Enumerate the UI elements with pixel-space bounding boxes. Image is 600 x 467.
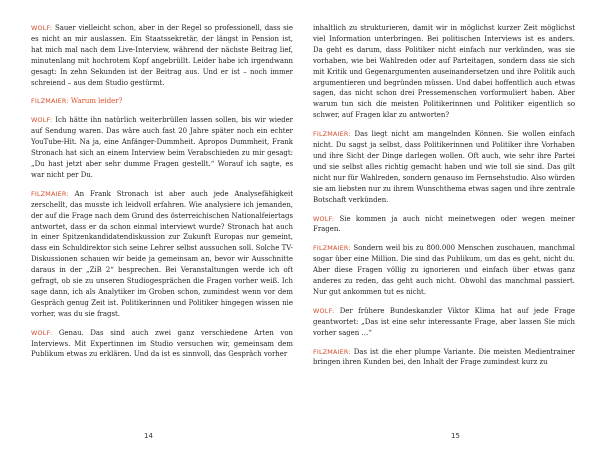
right-page-number: 15 (451, 432, 460, 440)
speaker-label: FILZMAIER: (313, 244, 351, 253)
paragraph (313, 347, 575, 369)
speaker-label: WOLF: (313, 214, 335, 223)
paragraph-text: Sie kommen ja auch nicht meinetwegen oder wegen meiner Fragen. (313, 214, 575, 234)
speaker-label: WOLF: (313, 306, 335, 315)
paragraph (313, 129, 575, 205)
speaker-label: FILZMAIER: (313, 130, 351, 139)
paragraph (31, 189, 293, 320)
paragraph-text: Das liegt nicht am mangelnden Können. Sie wollen einfach nicht. Du sagst ja selbst, dass Politikerinnen und Politiker ihre Vorhaben und ihre Sicht der Dinge darlegen wollen. Oft auch, wie sehr ihre Partei und sie selbst alles richtig gemacht haben und wie toll sie sind. Das gilt nicht nur für Wahlreden, sondern genauso im Fernsehstudio. Also würden sie am liebsten nur zu ihrem Wunschthema etwas sagen und ihre zentrale Botschaft verkünden. (313, 130, 575, 204)
paragraph (31, 96, 293, 107)
paragraph (313, 214, 575, 236)
speaker-label: WOLF: (31, 328, 53, 337)
paragraph-text: An Frank Stronach ist aber auch jede Analysefähigkeit zerschellt, das musste ich leidvoll erfahren. Wie analysiere ich jemanden, der auf die Frage nach dem Grund des österreichischen Nationalfeiertags antwortet, dass er da schon einmal interviewt wurde? Stronach hat auch in einer Spitzenkandidatendiskussion zur Zukunft Europas nur gemeint, dass ein Schuldirektor sich seine Lehrer selbst aussuchen soll. Solche TV-Diskussionen schauen wir beide ja gemeinsam an, bevor wir Ausschnitte daraus in der „ZiB 2“ besprechen. Bei Veranstaltungen werde ich oft gefragt, ob sie zu unseren Studiogesprächen die Fragen vorher weiß. Ich sage dann, ich als Analytiker im Groben schon, zumindest wenn vor dem Gespräch genug Zeit ist. Politikerinnen und Politiker hingegen wissen nie vorher, was du sie fragst. (31, 189, 293, 318)
paragraph (31, 23, 293, 88)
paragraph-text: Das ist die eher plumpe Variante. Die meisten Medientrainer bringen ihren Kunden bei, den Inhalt der Frage zumindest kurz zu (313, 347, 575, 367)
left-page-number: 14 (144, 432, 153, 440)
paragraph-text: Der frühere Bundeskanzler Viktor Klima hat auf jede Frage geantwortet: „Das ist eine sehr interessante Frage, aber lassen Sie mich vorher sagen …“ (313, 306, 575, 337)
paragraph (313, 306, 575, 339)
paragraph-text: Sondern weil bis zu 800.000 Menschen zuschauen, manchmal sogar über eine Million. Die sind das Publikum, um das es geht, nicht du. Aber diese Fragen völlig zu ignorieren und einfach über etwas ganz anderes zu reden, das geht auch nicht. Obwohl das manchmal passiert. Nur gut ankommen tut es nicht. (313, 244, 575, 296)
paragraph-text: Genau. Das sind auch zwei ganz verschiedene Arten von Interviews. Mit Expertinnen im Studio versuchen wir, gemeinsam dem Publikum etwas zu erklären. Und da ist es sinnvoll, das Gespräch vorher (31, 328, 293, 359)
speaker-label: WOLF: (31, 116, 53, 125)
right-page (313, 0, 575, 467)
paragraph (31, 328, 293, 361)
paragraph-text: Sauer vielleicht schon, aber in der Regel so professionell, dass sie es nicht an mir auslassen. Ein Staatssekretär, der längst in Pension ist, hat mich mal nach dem Live-Interview, während der nächste Beitrag lief, minutenlang mit hochrotem Kopf angebrüllt. Leider habe ich irgendwann gesagt: In zehn Sekunden ist der Beitrag aus. Und er ist – noch immer schreiend – aus dem Studio gestürmt. (31, 24, 293, 87)
paragraph-text: Ich hätte ihn natürlich weiterbrüllen lassen sollen, bis wir wieder auf Sendung waren. Das wäre auch fast 20 Jahre später noch ein echter YouTube-Hit. Na ja, eine Anfänger-Dummheit. Apropos Dummheit, Frank Stronach hat sich an einem Interview beim Verabschieden zu mir gesagt: „Du hast jetzt aber sehr dumme Fragen gestellt.“ Worauf ich sagte, es war nicht per Du. (31, 116, 293, 179)
paragraph-text: Warum leider? (68, 97, 123, 106)
speaker-label: FILZMAIER: (31, 189, 69, 198)
paragraph-text: inhaltlich zu strukturieren, damit wir in möglichst kurzer Zeit möglichst viel Information unterbringen. Bei politischen Interviews ist es anders. Da geht es darum, dass Politiker nicht einfach nur verkünden, was sie vorhaben, wie bei Wahlreden oder auf Parteitagen, sondern dass sie sich mit Kritik und Gegenargumenten auseinandersetzen und ihre Politik auch argumentieren und begründen müssen. Und dabei hoffentlich auch etwas sagen, das nicht schon drei Pressemenschen vorformuliert haben. Aber warum tun sich die meisten Politikerinnen und Politiker eigentlich so schwer, auf Fragen klar zu antworten? (313, 24, 575, 120)
speaker-label: WOLF: (31, 24, 53, 32)
left-page (31, 0, 293, 467)
speaker-label: FILZMAIER: (31, 97, 69, 106)
paragraph (313, 243, 575, 298)
paragraph (31, 115, 293, 180)
speaker-label: FILZMAIER: (313, 347, 351, 356)
paragraph (313, 23, 575, 121)
